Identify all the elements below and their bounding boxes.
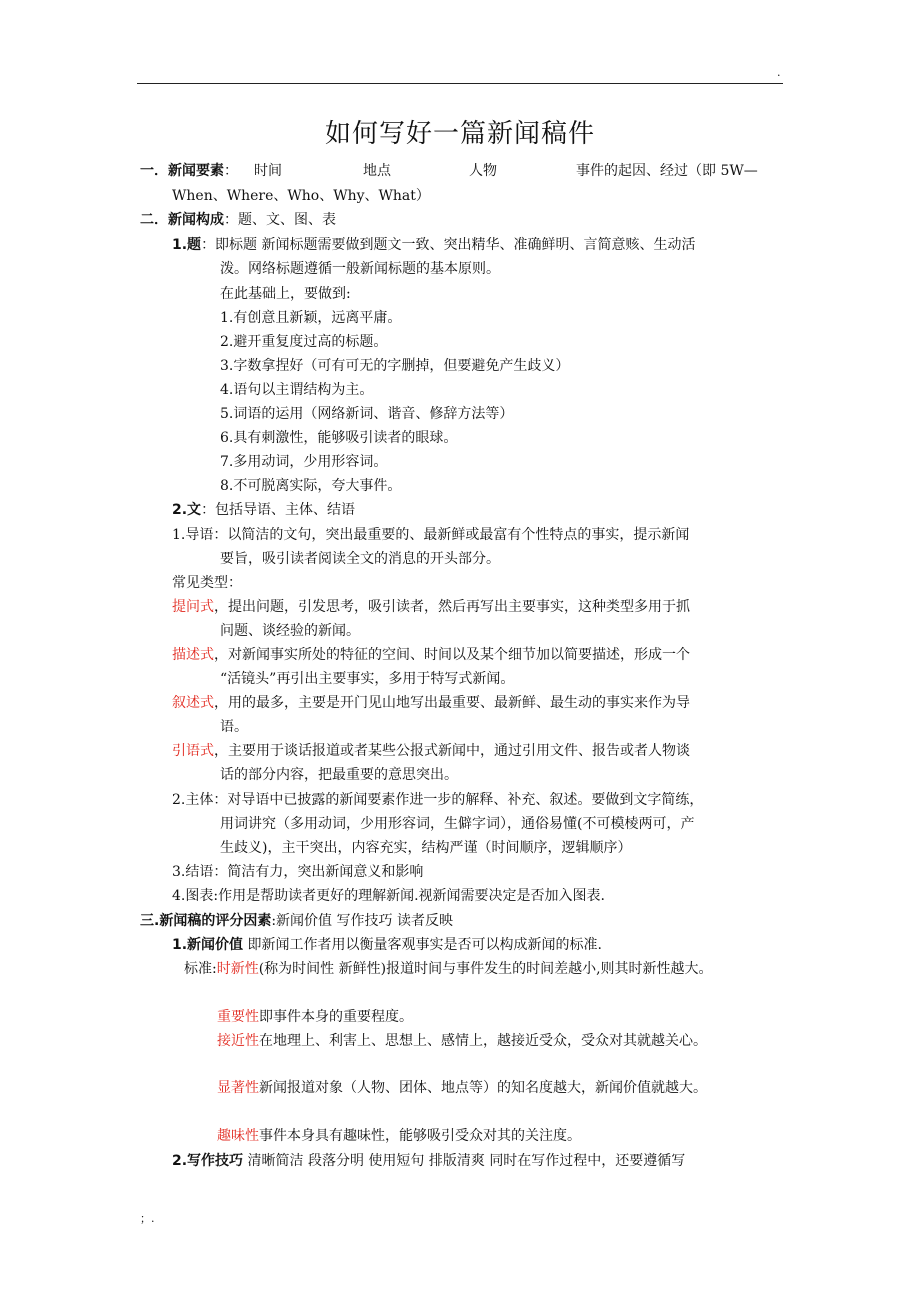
footer-mark: ；.: [140, 1212, 155, 1225]
proximity-line: [217, 1030, 707, 1052]
proximity-term: 接近性: [217, 1033, 259, 1049]
chart-line: 4.图表:作用是帮助读者更好的理解新闻.视新闻需要决定是否加入图表.: [172, 888, 605, 904]
body-line-3: 生歧义)，主干突出，内容充实，结构严谨（时间顺序，逻辑顺序）: [220, 840, 632, 856]
lead-line-1: 1.导语：以简洁的文句，突出最重要的、最新鲜或最富有个性特点的事实，提示新闻: [172, 527, 690, 543]
type-narrative-line-2: 语。: [220, 719, 248, 735]
section-1-line: [140, 160, 238, 182]
section-1-label: 新闻要素: [168, 163, 224, 179]
prominence-text: 新闻报道对象（人物、团体、地点等）的知名度越大，新闻价值就越大。: [259, 1080, 707, 1096]
title-item-line-2: 泼。网络标题遵循一般新闻标题的基本原则。: [220, 261, 500, 277]
title-item-text-1: ：即标题 新闻标题需要做到题文一致、突出精华、准确鲜明、言简意赅、生动活: [201, 237, 696, 253]
lead-line-2: 要旨，吸引读者阅读全文的消息的开头部分。: [220, 551, 500, 567]
section-3-line: [140, 910, 453, 932]
title-item-line-1: [172, 234, 696, 256]
element-place: 地点: [363, 163, 391, 179]
interest-line: [217, 1125, 581, 1147]
standard-label: 标准:: [184, 961, 217, 977]
section-3-label: 三.新闻稿的评分因素: [140, 913, 272, 929]
body-line-2: 用词讲究（多用动词，少用形容词，生僻字词），通俗易懂(不可模棱两可，产: [220, 816, 695, 832]
title-requirement: 6.具有刺激性，能够吸引读者的眼球。: [220, 430, 458, 446]
section-1-number: 一．: [140, 163, 168, 179]
text-item-text: ：包括导语、主体、结语: [201, 502, 356, 518]
prominence-term: 显著性: [217, 1080, 259, 1096]
type-descriptive-text: ，对新闻事实所处的特征的空间、时间以及某个细节加以简要描述，形成一个: [214, 647, 690, 663]
news-value-text: 即新闻工作者用以衡量客观事实是否可以构成新闻的标准.: [243, 937, 602, 953]
proximity-text: 在地理上、利害上、思想上、感情上，越接近受众，受众对其就越关心。: [259, 1033, 707, 1049]
type-narrative-term: 叙述式: [172, 695, 214, 711]
type-narrative-line-1: [172, 692, 690, 714]
section-2-line: [140, 209, 336, 231]
conclusion-line: 3.结语：简洁有力，突出新闻意义和影响: [172, 864, 424, 880]
title-requirement: 3.字数拿捏好（可有可无的字删掉，但要避免产生歧义）: [220, 358, 570, 374]
timeliness-text: (称为时间性 新鲜性)报道时间与事件发生的时间差越小,则其时新性越大。: [258, 961, 713, 977]
type-quote-text: ，主要用于谈话报道或者某些公报式新闻中，通过引用文件、报告或者人物谈: [214, 743, 690, 759]
header-corner-mark: .: [777, 66, 781, 79]
document-title: 如何写好一篇新闻稿件: [324, 119, 595, 149]
importance-term: 重要性: [217, 1009, 259, 1025]
type-descriptive-line-1: [172, 644, 690, 666]
element-time: 时间: [254, 163, 282, 179]
section-2-label: 新闻构成: [168, 212, 224, 228]
type-narrative-text: ，用的最多，主要是开门见山地写出最重要、最新鲜、最生动的事实来作为导: [214, 695, 690, 711]
element-person: 人物: [469, 163, 497, 179]
news-value-line: [172, 934, 602, 956]
type-question-line-2: 问题、谈经验的新闻。: [220, 623, 360, 639]
writing-skill-line: [172, 1150, 685, 1172]
title-requirement: 4.语句以主谓结构为主。: [220, 382, 374, 398]
header-rule: [137, 83, 783, 84]
timeliness-term: 时新性: [216, 961, 259, 977]
type-quote-line-1: [172, 740, 690, 762]
interest-text: 事件本身具有趣味性，能够吸引受众对其的关注度。: [259, 1128, 581, 1144]
type-question-line-1: [172, 596, 690, 618]
prominence-line: [217, 1077, 707, 1099]
section-1-colon: ：: [224, 163, 238, 179]
writing-skill-text: 清晰简洁 段落分明 使用短句 排版清爽 同时在写作过程中，还要遵循写: [243, 1153, 686, 1169]
news-value-label: 1.新闻价值: [172, 937, 244, 953]
interest-term: 趣味性: [217, 1128, 259, 1144]
title-requirements-intro: 在此基础上，要做到:: [220, 286, 351, 302]
section-2-number: 二．: [140, 212, 168, 228]
type-descriptive-line-2: “活镜头”再引出主要事实，多用于特写式新闻。: [220, 671, 515, 687]
type-quote-term: 引语式: [172, 743, 214, 759]
title-requirement: 7.多用动词，少用形容词。: [220, 454, 388, 470]
type-descriptive-term: 描述式: [172, 647, 214, 663]
section-2-text: ：题、文、图、表: [224, 212, 336, 228]
text-item-label: 2.文: [172, 502, 202, 518]
importance-text: 即事件本身的重要程度。: [259, 1009, 413, 1025]
lead-types-label: 常见类型：: [172, 575, 242, 591]
type-question-term: 提问式: [172, 599, 214, 615]
element-event: 事件的起因、经过（即 5W—: [576, 163, 758, 179]
type-quote-line-2: 话的部分内容，把最重要的意思突出。: [220, 767, 458, 783]
importance-line: [217, 1006, 413, 1028]
text-item-line: [172, 499, 355, 521]
title-requirement: 5.词语的运用（网络新词、谐音、修辞方法等）: [220, 406, 514, 422]
section-3-text: :新闻价值 写作技巧 读者反映: [271, 913, 453, 929]
title-item-label: 1.题: [172, 237, 202, 253]
section-1-continuation: When、Where、Who、Why、What）: [172, 188, 430, 204]
title-requirement: 2.避开重复度过高的标题。: [220, 334, 388, 350]
body-line-1: 2.主体：对导语中已披露的新闻要素作进一步的解释、补充、叙述。要做到文字简练，: [172, 792, 704, 808]
type-question-text: ，提出问题，引发思考，吸引读者，然后再写出主要事实，这种类型多用于抓: [214, 599, 690, 615]
title-requirement: 8.不可脱离实际，夸大事件。: [220, 478, 402, 494]
title-requirement: 1.有创意且新颖，远离平庸。: [220, 310, 402, 326]
writing-skill-label: 2.写作技巧: [172, 1153, 244, 1169]
timeliness-line: [184, 958, 713, 980]
